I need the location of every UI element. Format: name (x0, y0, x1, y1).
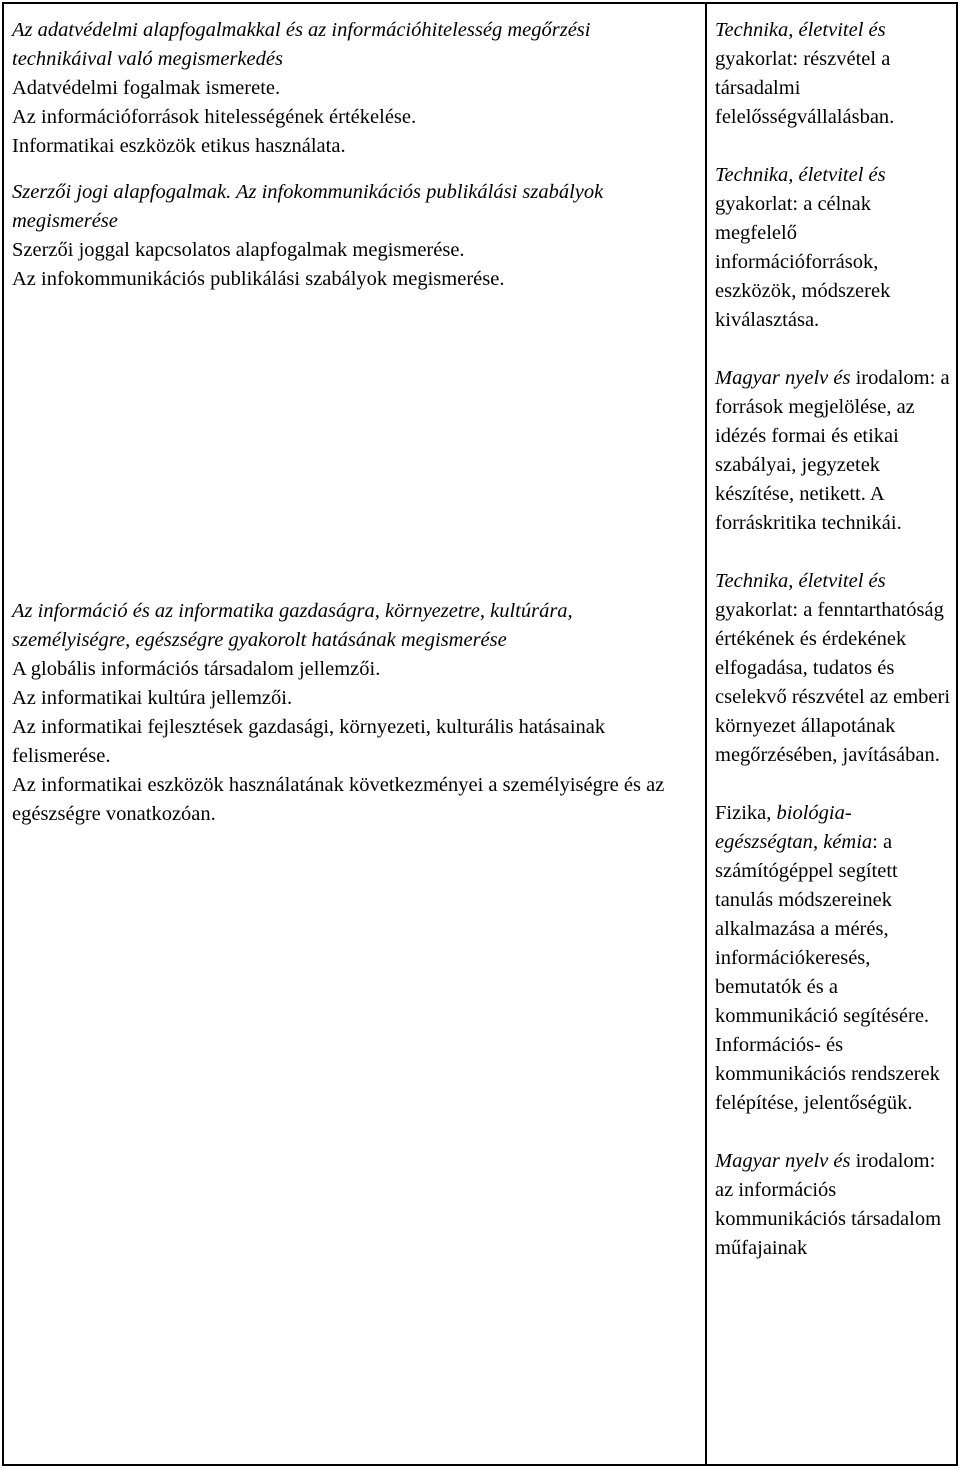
section-heading-part2: Az infokommunikációs publikálási szabályok megismerése (12, 181, 604, 232)
crossref-text: irodalom: a források megjelölése, az idézés formai és etikai szabályai, jegyzetek készítése, netikett. A forráskritika technikái. (715, 367, 950, 534)
crossref-text: : a számítógéppel segített tanulás módszereinek alkalmazása a mérés, információkeresés, bemutatók és a kommunikáció segítésére. (715, 831, 930, 1027)
crossref-subject: Technika, életvitel és (715, 164, 886, 186)
crossref-text: irodalom: az információs kommunikációs társadalom műfajainak (715, 1150, 942, 1259)
content-item: Informatikai eszközök etikus használata. (12, 135, 346, 157)
content-item: Az infokommunikációs publikálási szabályok megismerése. (12, 268, 505, 290)
crossref-subject: biológia-egészségtan (715, 802, 852, 853)
section-heading (12, 178, 692, 236)
content-item: Az informatikai eszközök használatának következményei a személyiségre és az egészségre vonatkozóan. (12, 774, 665, 825)
content-item: Az informatikai fejlesztések gazdasági, környezeti, kulturális hatásainak felismerése. (12, 716, 606, 767)
crossref-note (715, 364, 953, 538)
right-column-notes (715, 16, 953, 1263)
content-item: Adatvédelmi fogalmak ismerete. (12, 77, 281, 99)
crossref-subject: kémia (823, 831, 873, 853)
crossref-subject: Magyar nyelv és (715, 1150, 851, 1172)
content-item: Az informatikai kultúra jellemzői. (12, 687, 293, 709)
left-section-copyright (12, 178, 692, 294)
crossref-subject: Magyar nyelv és (715, 367, 851, 389)
crossref-note (715, 16, 953, 132)
crossref-note (715, 161, 953, 335)
crossref-note (715, 1147, 953, 1263)
crossref-text: gyakorlat: a fenntarthatóság értékének és érdekének elfogadása, tudatos és cselekvő részvétel az emberi környezet állapotának megőrzésében, javításában. (715, 599, 951, 766)
content-item: Az információforrások hitelességének értékelése. (12, 106, 417, 128)
crossref-note (715, 567, 953, 770)
crossref-text: gyakorlat: részvétel a társadalmi felelősségvállalásban. (715, 48, 895, 128)
crossref-comma: , (812, 831, 819, 853)
column-divider (705, 2, 707, 1466)
crossref-subject: Technika, életvitel és (715, 19, 886, 41)
crossref-text: Információs- és kommunikációs rendszerek felépítése, jelentőségük. (715, 1034, 940, 1114)
section-heading-part1: Szerzői jogi alapfogalmak. (12, 181, 232, 203)
crossref-text: gyakorlat: a célnak megfelelő információforrások, eszközök, módszerek kiválasztása. (715, 193, 891, 331)
crossref-note (715, 799, 953, 1118)
crossref-subject: Fizika, (715, 802, 772, 824)
crossref-subject: Technika, életvitel és (715, 570, 886, 592)
section-heading: Az adatvédelmi alapfogalmakkal és az információhitelesség megőrzési technikáival való megismerkedés (12, 19, 591, 70)
left-section-data-protection (12, 16, 692, 161)
content-item: A globális információs társadalom jellemzői. (12, 658, 381, 680)
section-heading: Az információ és az informatika gazdaságra, környezetre, kultúrára, személyiségre, egészségre gyakorolt hatásának megismerése (12, 600, 573, 651)
left-section-society-impact (12, 597, 692, 829)
content-item: Szerzői joggal kapcsolatos alapfogalmak megismerése. (12, 239, 465, 261)
